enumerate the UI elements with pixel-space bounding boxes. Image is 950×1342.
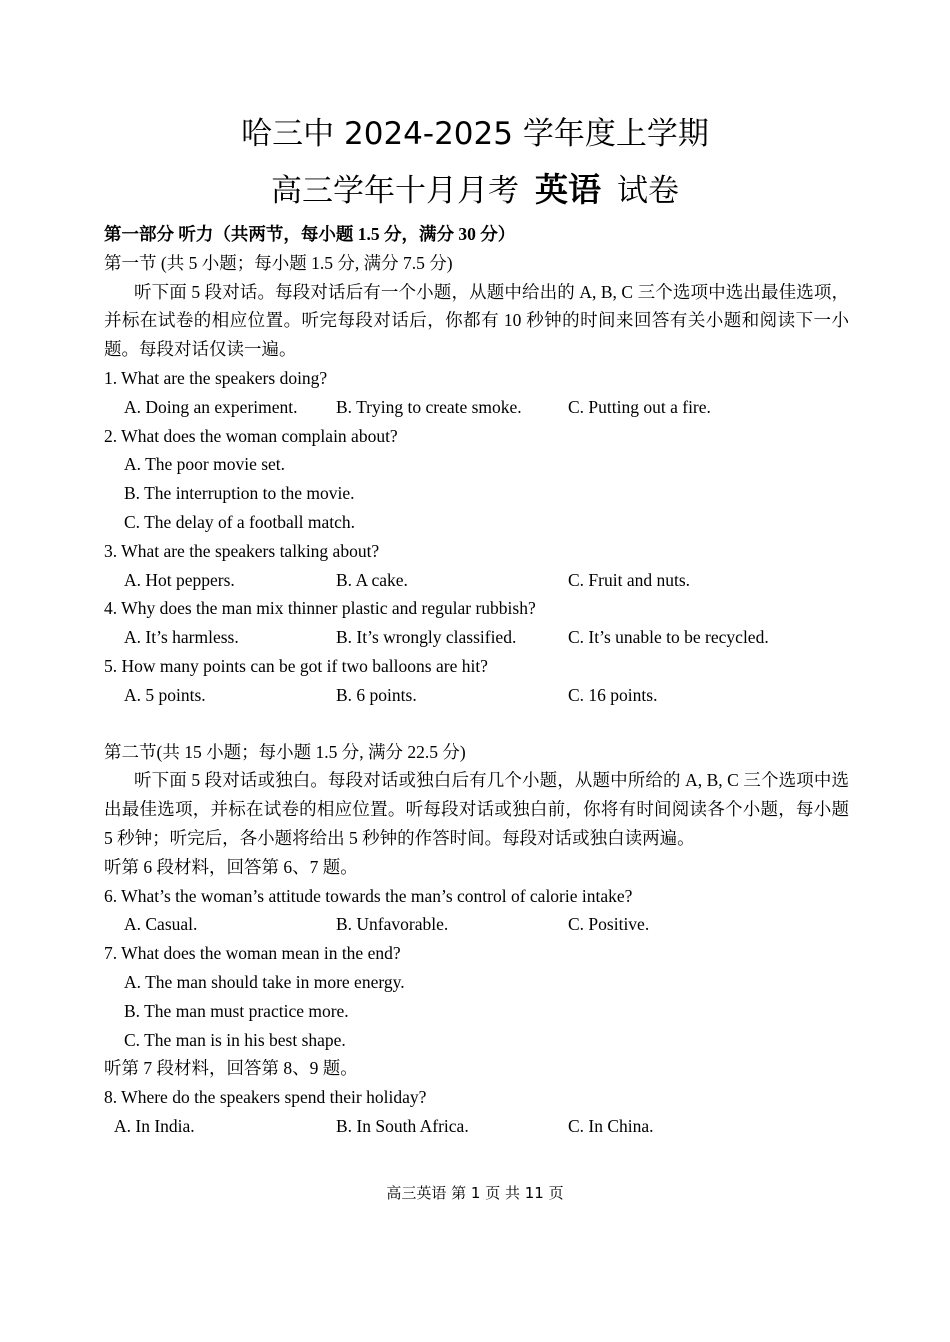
section1-heading: 第一节 (共 5 小题；每小题 1.5 分, 满分 7.5 分) bbox=[104, 252, 453, 273]
option-a: A. Hot peppers. bbox=[124, 569, 235, 590]
question-4-options bbox=[104, 623, 849, 652]
question-5-options bbox=[104, 681, 849, 710]
option-a: A. In India. bbox=[114, 1115, 195, 1136]
option-b: B. A cake. bbox=[336, 569, 408, 590]
exam-title-line1: 哈三中 2024-2025 学年度上学期 bbox=[241, 116, 709, 152]
exam-content bbox=[104, 220, 849, 1141]
option-b: B. It’s wrongly classified. bbox=[336, 627, 517, 648]
page-footer: 高三英语 第 1 页 共 11 页 bbox=[386, 1184, 564, 1202]
option-b: B. The interruption to the movie. bbox=[124, 483, 355, 504]
question-2-stem: 2. What does the woman complain about? bbox=[104, 425, 398, 446]
title-subject: 英语 bbox=[535, 170, 601, 209]
option-a: A. Doing an experiment. bbox=[124, 396, 298, 417]
question-4-stem: 4. Why does the man mix thinner plastic and regular rubbish? bbox=[104, 598, 536, 619]
option-a: A. 5 points. bbox=[124, 684, 206, 705]
option-c: C. It’s unable to be recycled. bbox=[568, 627, 769, 648]
option-c: C. Fruit and nuts. bbox=[568, 569, 691, 590]
option-b: B. The man must practice more. bbox=[124, 1000, 349, 1021]
option-c: C. The delay of a football match. bbox=[124, 511, 355, 532]
option-b: B. In South Africa. bbox=[336, 1115, 469, 1136]
option-b: B. Unfavorable. bbox=[336, 914, 449, 935]
question-5-stem: 5. How many points can be got if two balloons are hit? bbox=[104, 655, 488, 676]
question-8-options bbox=[104, 1112, 849, 1141]
title-paper: 试卷 bbox=[617, 173, 679, 209]
option-b: B. 6 points. bbox=[336, 684, 417, 705]
question-3-stem: 3. What are the speakers talking about? bbox=[104, 540, 380, 561]
question-6-options bbox=[104, 910, 849, 939]
option-c: C. The man is in his best shape. bbox=[124, 1029, 346, 1050]
option-c: C. Positive. bbox=[568, 914, 650, 935]
question-8-stem: 8. Where do the speakers spend their holiday? bbox=[104, 1087, 427, 1108]
question-1-options bbox=[104, 393, 849, 422]
section2-heading: 第二节(共 15 小题；每小题 1.5 分, 满分 22.5 分) bbox=[104, 741, 466, 762]
exam-title-line2 bbox=[0, 168, 950, 213]
section-gap bbox=[104, 710, 849, 738]
question-6-stem: 6. What’s the woman’s attitude towards the man’s control of calorie intake? bbox=[104, 885, 633, 906]
question-1-stem: 1. What are the speakers doing? bbox=[104, 367, 328, 388]
option-a: A. The man should take in more energy. bbox=[124, 971, 405, 992]
title-grade: 高三学年十月月考 bbox=[271, 173, 519, 209]
option-a: A. It’s harmless. bbox=[124, 627, 239, 648]
option-c: C. 16 points. bbox=[568, 684, 658, 705]
section2-instructions: 听下面 5 段对话或独白。每段对话或独白后有几个小题，从题中所给的 A, B, C 三个选项中选出最佳选项，并标在试卷的相应位置。听每段对话或独白前，你将有时间阅读各个小题，每小题 5 秒钟；听完后，各小题将给出 5 秒钟的作答时间。每段对话或独白读两遍。 bbox=[104, 770, 849, 848]
material-7-note: 听第 7 段材料，回答第 8、9 题。 bbox=[104, 1058, 358, 1079]
option-c: C. In China. bbox=[568, 1115, 654, 1136]
section1-instructions: 听下面 5 段对话。每段对话后有一个小题，从题中给出的 A, B, C 三个选项中选出最佳选项，并标在试卷的相应位置。听完每段对话后，你都有 10 秒钟的时间来回答有关小题和阅读下一小题。每段对话仅读一遍。 bbox=[104, 281, 849, 360]
option-b: B. Trying to create smoke. bbox=[336, 396, 522, 417]
material-6-note: 听第 6 段材料，回答第 6、7 题。 bbox=[104, 856, 358, 877]
question-3-options bbox=[104, 566, 849, 595]
part1-heading: 第一部分 听力（共两节，每小题 1.5 分，满分 30 分） bbox=[104, 224, 516, 244]
option-a: A. Casual. bbox=[124, 914, 198, 935]
option-c: C. Putting out a fire. bbox=[568, 396, 711, 417]
option-a: A. The poor movie set. bbox=[124, 454, 286, 475]
question-7-stem: 7. What does the woman mean in the end? bbox=[104, 943, 401, 964]
